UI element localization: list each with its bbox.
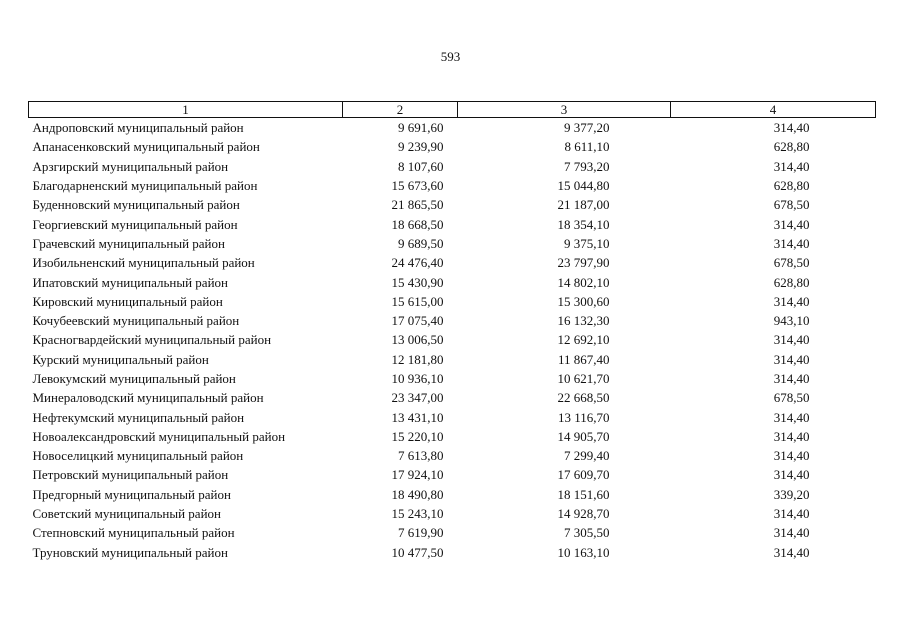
table-body [29,118,876,562]
table-row [29,214,876,233]
value-col2-cell: 10 936,10 [391,371,444,386]
value-col3-cell: 9 377,20 [564,120,610,136]
value-col3-cell: 12 692,10 [557,332,610,348]
value-col4-cell: 628,80 [773,139,810,155]
column-header-2: 2 [343,102,458,118]
value-col2-cell: 15 673,60 [391,178,444,194]
value-col3-cell: 8 611,10 [564,139,610,155]
value-col3-cell: 18 354,10 [557,216,610,232]
district-name-cell: Изобильненский муниципальный район [32,255,255,271]
table-row [29,523,876,542]
column-header-3: 3 [458,102,671,118]
value-col2-cell: 13 006,50 [391,332,444,348]
value-col3-cell: 7 793,20 [564,158,610,174]
value-col4-cell: 678,50 [773,255,810,271]
table-row [29,427,876,446]
table-row [29,407,876,426]
table-row [29,118,876,138]
value-col3-cell: 23 797,90 [557,255,610,271]
value-col3-cell: 15 300,60 [557,293,610,309]
district-name-cell: Красногвардейский муниципальный район [32,332,272,348]
table-row [29,292,876,311]
district-name-cell: Советский муниципальный район [32,506,221,522]
table-row [29,330,876,349]
table-row [29,253,876,272]
value-col4-cell: 314,40 [773,371,810,386]
value-col2-cell: 23 347,00 [391,390,444,406]
value-col3-cell: 7 299,40 [564,448,610,464]
value-col3-cell: 9 375,10 [564,235,610,251]
value-col2-cell: 15 615,00 [391,293,444,309]
value-col4-cell: 314,40 [773,467,810,483]
value-col4-cell: 314,40 [773,544,810,560]
table-row [29,465,876,484]
value-col4-cell: 314,40 [773,506,810,522]
district-name-cell: Степновский муниципальный район [32,525,235,541]
value-col4-cell: 314,40 [773,216,810,232]
table-row [29,369,876,388]
value-col4-cell: 314,40 [773,293,810,309]
value-col3-cell: 14 928,70 [557,506,610,522]
table-row [29,543,876,562]
value-col2-cell: 9 689,50 [398,235,444,251]
value-col4-cell: 678,50 [773,390,810,406]
value-col4-cell: 314,40 [773,448,810,464]
column-header-1: 1 [29,102,343,118]
value-col4-cell: 314,40 [773,158,810,174]
value-col3-cell: 13 116,70 [557,409,610,425]
district-name-cell: Курский муниципальный район [32,351,209,367]
header-row [29,102,876,118]
district-name-cell: Георгиевский муниципальный район [32,216,238,232]
table-row [29,234,876,253]
value-col2-cell: 17 075,40 [391,313,444,329]
value-col3-cell: 14 905,70 [557,428,610,444]
value-col2-cell: 13 431,10 [391,409,444,425]
value-col3-cell: 10 621,70 [557,371,610,386]
value-col2-cell: 10 477,50 [391,544,444,560]
value-col2-cell: 15 430,90 [391,274,444,290]
value-col4-cell: 678,50 [773,197,810,213]
value-col3-cell: 11 867,40 [557,351,610,367]
value-col2-cell: 9 691,60 [398,120,444,136]
value-col4-cell: 314,40 [773,409,810,425]
value-col2-cell: 8 107,60 [398,158,444,174]
value-col2-cell: 9 239,90 [398,139,444,155]
district-name-cell: Апанасенковский муниципальный район [32,139,260,155]
value-col3-cell: 15 044,80 [557,178,610,194]
value-col2-cell: 17 924,10 [391,467,444,483]
value-col4-cell: 314,40 [773,235,810,251]
district-name-cell: Арзгирский муниципальный район [32,158,229,174]
value-col2-cell: 15 243,10 [391,506,444,522]
value-col3-cell: 14 802,10 [557,274,610,290]
district-name-cell: Благодарненский муниципальный район [32,178,258,194]
value-col2-cell: 15 220,10 [391,428,444,444]
district-name-cell: Предгорный муниципальный район [32,486,231,502]
value-col3-cell: 17 609,70 [557,467,610,483]
table-row [29,388,876,407]
value-col3-cell: 16 132,30 [557,313,610,329]
value-col4-cell: 339,20 [773,486,810,502]
district-name-cell: Грачевский муниципальный район [32,235,225,251]
table-row [29,446,876,465]
value-col4-cell: 628,80 [773,274,810,290]
table-row [29,176,876,195]
table-row [29,137,876,156]
table-row [29,350,876,369]
value-col2-cell: 24 476,40 [391,255,444,271]
table-row [29,485,876,504]
value-col3-cell: 18 151,60 [557,486,610,502]
value-col2-cell: 7 613,80 [398,448,444,464]
district-name-cell: Новоалександровский муниципальный район [32,428,286,444]
value-col4-cell: 314,40 [773,120,810,136]
table-header [29,102,876,118]
value-col4-cell: 314,40 [773,332,810,348]
table-row [29,272,876,291]
district-name-cell: Буденновский муниципальный район [32,197,240,213]
district-name-cell: Левокумский муниципальный район [32,371,236,386]
district-name-cell: Кировский муниципальный район [32,293,223,309]
value-col2-cell: 7 619,90 [398,525,444,541]
district-name-cell: Ипатовский муниципальный район [32,274,228,290]
value-col4-cell: 314,40 [773,525,810,541]
column-header-4: 4 [671,102,876,118]
value-col3-cell: 10 163,10 [557,544,610,560]
page-number: 593 [440,49,461,64]
table-row [29,195,876,214]
value-col2-cell: 18 490,80 [391,486,444,502]
value-col4-cell: 628,80 [773,178,810,194]
district-name-cell: Петровский муниципальный район [32,467,229,483]
value-col3-cell: 22 668,50 [557,390,610,406]
value-col2-cell: 21 865,50 [391,197,444,213]
value-col2-cell: 12 181,80 [391,351,444,367]
district-name-cell: Минераловодский муниципальный район [32,390,264,406]
value-col3-cell: 7 305,50 [564,525,610,541]
value-col4-cell: 943,10 [773,313,810,329]
value-col3-cell: 21 187,00 [557,197,610,213]
district-name-cell: Новоселицкий муниципальный район [32,448,244,464]
value-col2-cell: 18 668,50 [391,216,444,232]
value-col4-cell: 314,40 [773,428,810,444]
value-col4-cell: 314,40 [773,351,810,367]
table-row [29,157,876,176]
district-name-cell: Кочубеевский муниципальный район [32,313,240,329]
table-row [29,311,876,330]
district-name-cell: Андроповский муниципальный район [32,120,244,136]
district-name-cell: Нефтекумский муниципальный район [32,409,245,425]
district-name-cell: Труновский муниципальный район [32,544,228,560]
table-row [29,504,876,523]
district-table [28,101,876,562]
